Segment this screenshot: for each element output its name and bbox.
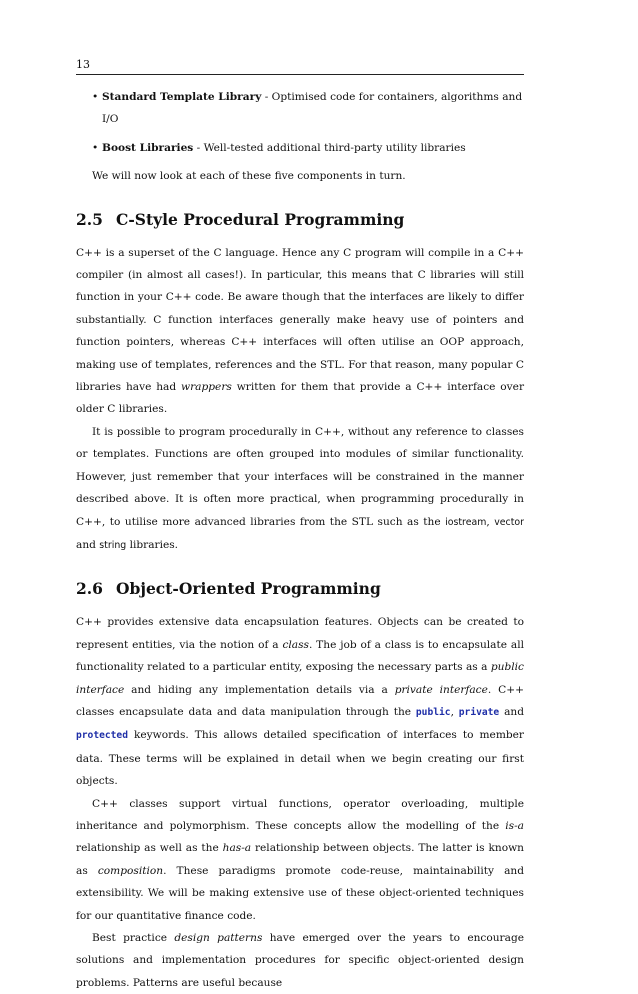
section-heading-2-6 — [76, 575, 524, 603]
emphasis: class — [282, 638, 309, 651]
list-item — [92, 137, 524, 159]
text-run: Best practice — [92, 932, 175, 944]
keyword-public: public — [415, 706, 451, 718]
text-run: , — [450, 705, 459, 718]
emphasis: private interface — [394, 683, 488, 696]
component-list — [76, 86, 524, 159]
emphasis: is-a — [505, 819, 524, 832]
emphasis: public interface — [76, 661, 524, 696]
paragraph — [76, 793, 524, 927]
text-run: keywords. This allows detailed specification of interfaces to member data. These terms will be explained in detail when we begin creating our first objects. — [76, 729, 524, 788]
text-run: . C++ classes encapsulate data and data manipulation through the — [76, 683, 525, 718]
paragraph — [76, 927, 524, 994]
emphasis: composition — [97, 864, 164, 877]
list-item-desc: - Optimised code for containers, algorithms and I/O — [102, 91, 523, 126]
text-run: and hiding any implementation details via a — [124, 683, 395, 696]
text-run: and — [499, 705, 524, 718]
paragraph — [76, 421, 524, 557]
text-run: C++ provides extensive data encapsulation features. Objects can be created to represent entities, via the notion of a — [76, 616, 524, 651]
text-run: . The job of a class is to encapsulate all functionality related to a particular entity, exposing the necessary parts as a — [76, 638, 524, 674]
text-run: have emerged over the years to encourage solutions and implementation procedures for specific object-oriented design problems. Patterns are useful because — [76, 932, 524, 989]
paragraph — [76, 242, 524, 421]
text-run: It is possible to program procedurally in C++, without any reference to classes or templates. Functions are often grouped into modules of similar functionality. However, just remember that your interfaces will be constrained in the manner described above. It is often more practical, when programming procedurally in C++, to utilise more advanced libraries from the STL such as the — [76, 425, 524, 528]
library-name: vector — [494, 516, 524, 528]
text-run: , — [486, 515, 495, 528]
text-run: relationship between objects. The latter is known as — [76, 842, 524, 877]
keyword-private: private — [458, 706, 500, 718]
section-title: Object-Oriented Programming — [116, 579, 381, 599]
emphasis: has-a — [222, 842, 252, 855]
text-run: written for them that provide a C++ interface over older C libraries. — [76, 381, 525, 416]
text-run: libraries. — [126, 538, 179, 551]
emphasis: wrappers — [181, 381, 232, 394]
section-number: 2.6 — [76, 579, 103, 599]
list-item-desc: - Well-tested additional third-party utility libraries — [193, 141, 466, 154]
text-run: and — [76, 538, 100, 551]
intro-text: We will now look at each of these five components in turn. — [92, 170, 406, 183]
intro-paragraph — [76, 165, 524, 187]
page-header — [76, 58, 524, 75]
list-item-term: Standard Template Library — [102, 91, 262, 103]
text-run: . These paradigms promote code-reuse, maintainability and extensibility. We will be making extensive use of these object-oriented techniques for our quantitative finance code. — [76, 864, 524, 922]
text-run: C++ classes support virtual functions, operator overloading, multiple inheritance and polymorphism. These concepts allow the modelling of the — [76, 797, 524, 832]
list-item — [92, 86, 524, 131]
list-item-term: Boost Libraries — [102, 141, 194, 154]
emphasis: design patterns — [174, 932, 263, 944]
section-title: C-Style Procedural Programming — [116, 209, 405, 229]
library-name: string — [99, 539, 127, 551]
text-run: relationship as well as the — [76, 842, 223, 855]
text-run: C++ is a superset of the C language. Hence any C program will compile in a C++ compiler (in almost all cases!). In particular, this means that C libraries will still function in your C++ code. Be aware though that the interfaces are likely to differ substantially. C function interfaces generally make heavy use of pointers and function pointers, whereas C++ interfaces will often utilise an OOP approach, making use of templates, references and the STL. For that reason, many popular C libraries have had — [76, 246, 524, 394]
page-body — [76, 86, 524, 994]
page-number: 13 — [76, 58, 90, 71]
paragraph — [76, 611, 524, 792]
section-heading-2-5 — [76, 206, 524, 234]
keyword-protected: protected — [76, 730, 128, 742]
section-number: 2.5 — [76, 209, 103, 229]
library-name: iostream — [445, 516, 487, 528]
